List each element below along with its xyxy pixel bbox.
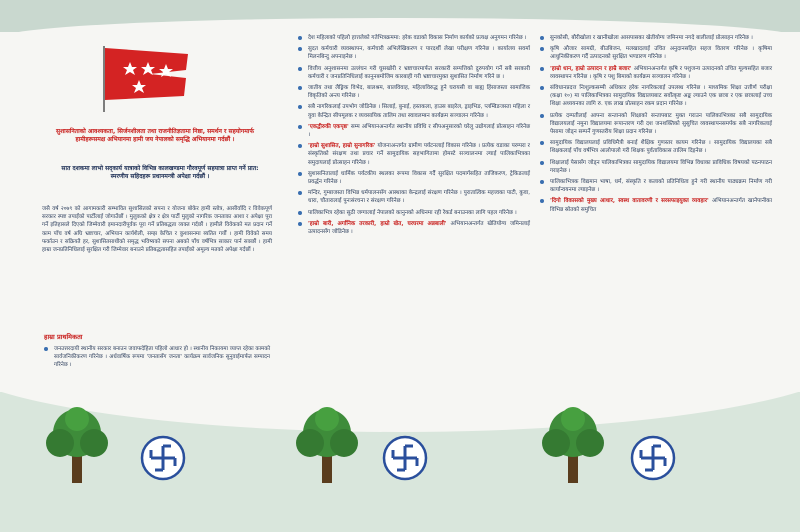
bullet-text: जातीय तथा लैङ्गिक विभेद, बालश्रम, बालविवाह, महिलाविरुद्ध हुने घरायसी वा बाह्य हिंसाजस्ता सामाजिक विकृतिको अन्त्य गरिनेछ । — [308, 85, 530, 100]
list-item — [298, 142, 530, 167]
bullet-text: अभियानअन्तर्गत कृषि र पशुजन्य उत्पादनको उचित मूल्यसहित बजार व्यवस्थापन गरिनेछ । कृषि र पशु बिमाको कार्यक्रम सञ्चालन गरिनेछ । — [550, 65, 772, 80]
section-title: हाम्रा प्राथमिकता — [44, 333, 83, 341]
bullet-text: सुदत कर्मचारी व्यवस्थापन, कर्मचारी अभिलेखिकरण र पारदर्शी लेखा परीक्षण गरिनेछ । कार्यालय सवर्मा मिलनबिन्दु अपनाइनेछ । — [308, 46, 530, 61]
bullet-icon — [44, 347, 48, 351]
bullet-icon — [298, 105, 302, 109]
bullet-text: वित्तीय अनुशासनमा उल्लंघन गरी घुसखोरी र भ्रष्टाचारमार्फत सरकारी सम्पत्तिको दुरुपयोग गर्ने सबै सरकारी कर्मचारी र जनप्रतिनिधिलाई कानुनबमोजिम कारबाही गरी भ्रष्टाचारमुक्त सुशासित निर्माण गरिने छ । — [308, 65, 530, 80]
column-2 — [298, 34, 530, 239]
bullet-icon — [540, 161, 544, 165]
list-item — [298, 123, 530, 139]
bullet-text: मन्दिर, गुम्बाजस्ता विभिन्न धर्मपालनसँग आस्थाका केन्द्रलाई संरक्षण गरिनेछ । पुरातात्विक महत्त्वका पाटी, कुवा, धारा, चौतारालाई पुनःसंरचना र संरक्षण गरिनेछ । — [308, 190, 530, 205]
tree-icon — [538, 405, 608, 487]
slogan: सुशासनिताको आवश्यकता, सिर्जनशीलता तथा राजनीतिज्ञतामा निष्ठा, समर्थन र सहयोगमार्फ हामीहरूसमक्ष अभियानमा हामी जय नेपालको समृद्धि अभियानमा गर्दछौं । — [56, 128, 254, 144]
bullet-text: प्रत्येक दम्पतीलाई आफ्ना सन्तानको शिक्षाको सन्तापबाट मुक्त गराउन पालिकाभित्रका सबै सामुदायिक विद्यालयलाई नमुना विद्यालयमा रूपान्तरण गरी दश जनशक्तिको सुसुचित व्यवस्थापनसमर्पक सबै नागरिकलाई पेसामा जोड्न सम्पर्ने गुणस्तरीय शिक्षा प्रदान गरिनेछ । — [550, 112, 772, 136]
list-item — [298, 209, 530, 217]
list-item: जनउत्तरदायी स्थानीय सरकार बनाउन जवाफदेहिता पहिलो आधार हो । स्थानीय निकायमा व्याप्त रहेका कामको सार्वजनिकीकरण गरिनेछ । अर्धवार्षिक रूपमा 'जनतासँग जनता' कार्यक्रम सार्वजनिक सुनुवाईमार्फत सम्पादन गरिनेछ । — [44, 345, 270, 370]
bullet-icon — [298, 191, 302, 195]
bullet-icon — [298, 144, 302, 148]
col1-bullet-list — [44, 345, 270, 373]
list-item — [540, 84, 772, 109]
bullet-icon — [540, 86, 544, 90]
list-item — [540, 34, 772, 42]
list-item — [540, 178, 772, 194]
list-item — [298, 45, 530, 61]
highlight-phrase: 'एकद्वीरुकी एकपृष्ठ' — [308, 123, 351, 130]
bullet-icon — [298, 67, 302, 71]
bullet-text: सुशासनितालाई धार्मिक पर्यटकीय स्थलका रूपमा विकास गर्दै सुरक्षित पदमार्गसहित ताजिकरण, ट्रेकिङलाई प्रवर्द्धन गरिनेछ । — [308, 170, 530, 186]
bullet-text: सुनकोसी, बौरीखोला र खानीखोला आसपासका खेतीयोग्य जमिनमा नगदे बालीलाई प्रोत्साहन गरिनेछ । — [550, 35, 753, 41]
bullet-icon — [540, 114, 544, 118]
bullet-icon — [298, 125, 302, 129]
bullet-icon — [298, 86, 302, 90]
list-item — [298, 103, 530, 119]
intro-paragraph: जसै वर्ष २०७९ को आगामकारी सम्भावित सुशासितको सपना र योजना बोकेर हामी स्तोत्र, आसीर्वादि र विवेकपूर्ण सरकार स्पष्ट तपाईंको पार्टीलाई जोगाउँछौं । मुलुकको क्षेत्र र क्षेत्र पार्टी मुलुको नागरिक जनताका आशा र अपेक्षा पूरा गर्ने इतिहासले दिएको जिम्मेवारी इमानदारीपूर्वक पूरा गर्ने प्रतिबद्धता व्यक्त गर्दछौं । हामीले विवेकको मत प्रदान गर्ने काम पाँच वर्ष अघि भ्रष्टाचार, अभियान कार्यशैली, सम्झ केचित र कुशासनमा ब्यतित गर्यौं । हामी विवेको समय फर्काउन र सक्रियतै हर, सुशासितसाथीको समृद्ध भविष्यको सपना अबको पाँच वर्षभित्र साकार पार्न सक्छौं । हामी हाम्रा जनप्रतिनिधिलाई सुरक्षित गरी जिम्मेवार बनाउने प्रतिबद्धतासहित तपाईंको अमूल्य मतको अपेक्षा गर्दछौं । — [42, 206, 272, 254]
highlight-phrase: 'दिगो विकासको मुख्य आधार, स्वस्थ वातावरणी र सरसफाइयुक्त व्यवहार' — [550, 198, 712, 205]
bullet-text: देश महिलाको पहिलो हात्तलेको गतेभित्रक्रममा: हरेक वडाको विकास निर्माण कार्यको प्रत्यक्ष अनुगमन गरिनेछ । — [308, 35, 527, 41]
list-item — [298, 189, 530, 205]
bullet-icon — [540, 47, 544, 51]
bullet-text: पालिकाभित्र रहेका सुठी जग्गालाई नेपालको कानुनको अधिनमा रही रेकर्ड बनाउनका लागि पहल गरिनेछ । — [308, 209, 517, 216]
bullet-text: अभियानअन्तर्गत खेतियोग्य जमिनलाई उत्पादनसँग जोडिनेछ । — [308, 220, 530, 236]
bullet-icon — [298, 47, 302, 51]
tree-icon — [292, 405, 362, 487]
bullet-icon — [540, 180, 544, 184]
bullet-text: सामुदायिक विद्यालयलाई प्रविधिमैत्री बनाई शैक्षिक गुणस्तर कायम गरिनेछ । सामुदायिक विद्यालयका सबै शिक्षकलाई पाँच वर्षभित्र आलोपालो गरी शिक्षक पुर्वताविकास तालिम दिइनेछ । — [550, 140, 772, 155]
column-3 — [540, 34, 772, 217]
bullet-text: संविधानप्रदत्त निःशुल्कसम्मी अधिकार हरेक नागरिकलाई उपलब्ध गरिनेछ । माध्यमिक शिक्षा उत्तीर्ण परीक्षा (कक्षा १०) मा पालिकाभित्रका सामुदायिक विद्यालयबाट सर्वोत्कृष्ट अङ्क ल्याउने एक छात्रा र एक छात्रलाई उच्च शिक्षा अध्ययनका लागि रु. एक लाख प्रोत्साहन रकम प्रदान गरिनेछ । — [550, 85, 772, 108]
list-item — [298, 170, 530, 186]
tree-icon — [42, 405, 112, 487]
list-item — [540, 65, 772, 81]
bullet-text: पालिकाभित्रक विद्यमान भाषा, धर्म, संस्कृति र कलाको प्रतिनिधित्व हुने गरी स्थानीय पाठ्यक्रम निर्माण गरी कार्यान्वयनमा ल्याइनेछ । — [550, 179, 772, 194]
top-band — [0, 0, 800, 32]
bullet-text: शिक्षालाई पेसासँग जोड्न पालिकाभित्रका सामुदायिक विद्यालयमा विभिन्न विधाका प्राविधिक विषयको पठनपाठन गराइनेछ । — [550, 159, 772, 174]
list-item — [540, 45, 772, 61]
list-item — [540, 197, 772, 213]
bullet-icon — [298, 172, 302, 176]
bullet-icon — [540, 199, 544, 203]
bullet-text: सबै नागरिकलाई उपभोग जोडिनेछ । सिलाई, बुनाई, हस्तकला, हाउस बाइरेल, ड्राइभिङ, प्लम्बिङजस्ता महिला र युवा केन्द्रित सीपमूलक र व्यवसायिक तालिम तथा स्वावलम्बन कार्यक्रम सञ्चालन गरिनेछ । — [308, 104, 530, 119]
bullet-text: कृषि औजार सामग्री, बीउबिजन, मलखादलाई उचित अनुदानसहित सहज वितरण गरिनेछ । कृषिमा आधुनिकीकरण गर्दै उत्पादनको सुरक्षित भण्डारण गरिनेछ । — [550, 46, 772, 61]
list-item — [540, 159, 772, 175]
swastika-icon — [630, 435, 676, 481]
bullet-icon — [298, 211, 302, 215]
bullet-icon — [540, 67, 544, 71]
bullet-icon — [298, 222, 302, 226]
bullet-icon — [298, 36, 302, 40]
nepali-congress-flag-icon — [100, 44, 190, 114]
subtitle: सात दशकमा लाभो सद्‌कार्य यात्राको विभिन्न कालखण्डमा गौरवपूर्ण सहयात्रा प्राप्त गर्ने प्रात: स्मरणीय सहिदहरू प्रधानमन्त्री अपेक्षा गर्दछौं । — [61, 165, 259, 181]
list-item — [540, 112, 772, 137]
bullet-text: योजनाअन्तर्गत ग्रामीण पर्यटनलाई विकास गरिनेछ । प्रत्येक वडाका परम्परा र संस्कृतिको संरक्षण तथा प्रचार गर्ने सामुदायिक सहभागितामा होमस्टे सञ्चालनमा ल्याई पालिकाभित्रका समुदायलाई प्रोत्साहन गरिनेछ । — [308, 143, 530, 166]
bullet-icon — [540, 36, 544, 40]
bullet-icon — [540, 141, 544, 145]
highlight-phrase: 'हाम्रो बारी, अर्गानिक तरकारी, हाम्रो खेत, घरघरमा अन्नबाली' — [308, 220, 451, 227]
list-item — [298, 65, 530, 81]
list-item — [298, 34, 530, 42]
highlight-phrase: 'हाम्रो धान, हाम्रो उत्पादन र हाम्रै बजार' — [550, 65, 634, 72]
swastika-icon — [140, 435, 186, 481]
bullet-text: अभियानअन्तर्गत खानेपानीका विभिन्न स्रोतको समुचित — [550, 198, 772, 213]
list-item — [540, 139, 772, 155]
list-item — [298, 220, 530, 236]
highlight-phrase: 'हाम्रो सुशासित, हाम्रो सुनागरिक' — [308, 143, 378, 150]
bullet-text: सम्म अभियानअन्तर्गत स्थानीय प्रविधि र सीपअनुसारको घरेलु उद्योगलाई प्रोत्साहन गरिनेछ । — [308, 123, 531, 139]
list-item — [298, 84, 530, 100]
swastika-icon — [382, 435, 428, 481]
